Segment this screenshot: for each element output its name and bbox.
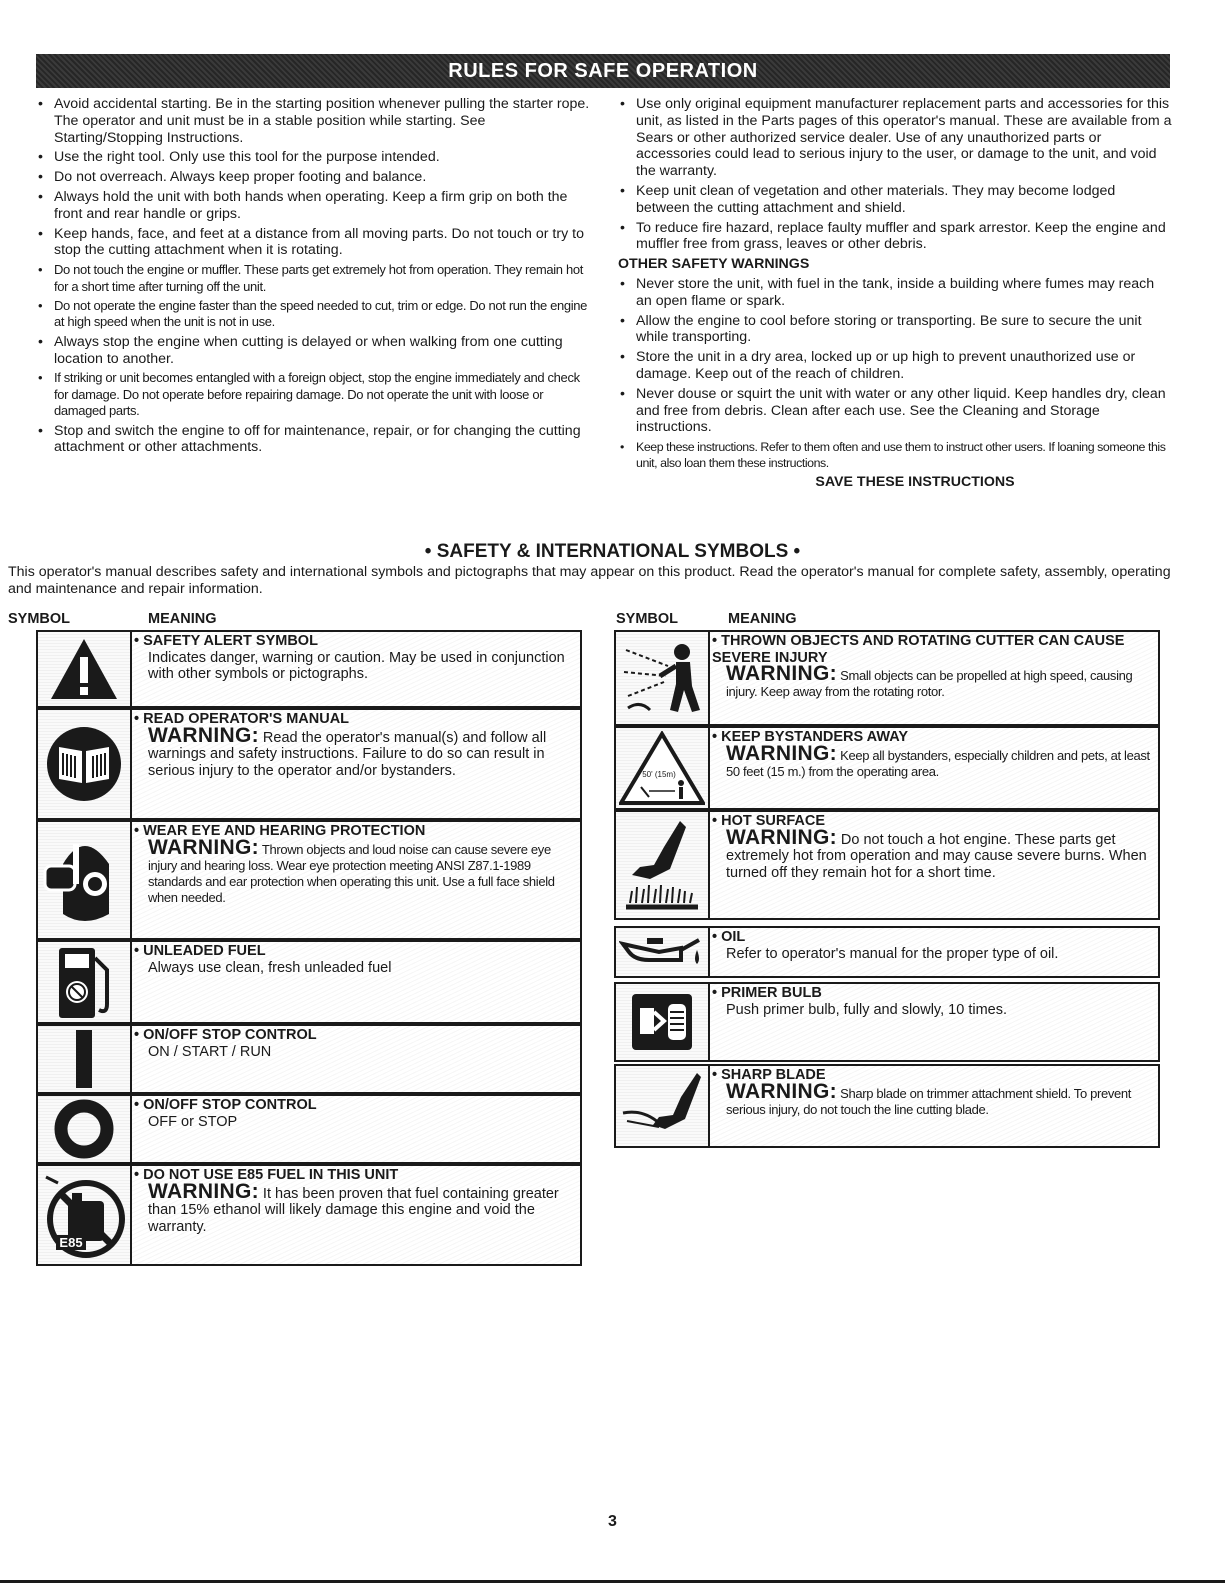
rule-item: • To reduce fire hazard, replace faulty muffler and spark arrestor. Keep the engine and muffler free from grass, leaves or other debris. bbox=[618, 220, 1172, 254]
eye-hearing-protection-icon bbox=[38, 822, 132, 938]
safety-alert-icon bbox=[38, 632, 132, 706]
symbol-row bbox=[614, 726, 1160, 810]
symbol-title: • UNLEADED FUEL bbox=[134, 943, 572, 960]
warning-label: WARNING: bbox=[148, 835, 259, 859]
symbols-intro: This operator's manual describes safety and international symbols and pictographs that may appear on this product. Read the operator's manual for complete safety, assembly, operating and maintenance and repair information. bbox=[8, 564, 1171, 597]
warning-label: WARNING: bbox=[726, 1079, 837, 1103]
symbol-row bbox=[614, 926, 1160, 978]
symbol-title: • WEAR EYE AND HEARING PROTECTION bbox=[134, 823, 572, 840]
manual-book-icon bbox=[38, 710, 132, 818]
symbol-meaning: Sharp blade on trimmer attachment shield. To prevent serious injury, do not touch the line cutting blade. bbox=[726, 1085, 1131, 1117]
fuel-pump-icon bbox=[38, 942, 132, 1022]
symbol-row bbox=[614, 1064, 1160, 1148]
symbol-row bbox=[36, 1094, 582, 1164]
rule-item: • Do not touch the engine or muffler. These parts get extremely hot from operation. They remain hot for a short time after turning off the unit. bbox=[36, 262, 596, 295]
symbol-title: • SAFETY ALERT SYMBOL bbox=[134, 633, 572, 650]
symbol-meaning: Push primer bulb, fully and slowly, 10 times. bbox=[726, 1001, 1007, 1018]
symbol-title: • THROWN OBJECTS AND ROTATING CUTTER CAN CAUSE SEVERE INJURY bbox=[712, 633, 1150, 666]
symbol-meaning: Keep all bystanders, especially children and pets, at least 50 feet (15 m.) from the operating area. bbox=[726, 747, 1150, 779]
col-symbol-right: SYMBOL bbox=[616, 611, 679, 627]
symbol-meaning: Refer to operator's manual for the proper type of oil. bbox=[726, 945, 1059, 962]
bottom-rule bbox=[0, 1580, 1225, 1583]
power-off-icon bbox=[38, 1096, 132, 1162]
symbol-title: • HOT SURFACE bbox=[712, 813, 1150, 830]
rules-left-column bbox=[36, 96, 596, 459]
symbol-meaning: ON / START / RUN bbox=[148, 1043, 272, 1060]
warning-item: • Never douse or squirt the unit with water or any other liquid. Keep handles dry, clean and free from debris. Clean after each use. See the Cleaning and Storage instructions. bbox=[618, 386, 1172, 436]
hot-surface-icon bbox=[616, 812, 710, 918]
rule-item: • Do not operate the engine faster than the speed needed to cut, trim or edge. Do not run the engine at high speed when the unit is not in use. bbox=[36, 298, 596, 331]
rules-banner: RULES FOR SAFE OPERATION bbox=[36, 54, 1170, 88]
symbol-meaning: Indicates danger, warning or caution. May be used in conjunction with other symbols or pictographs. bbox=[148, 649, 565, 683]
rule-item: • Do not overreach. Always keep proper footing and balance. bbox=[36, 169, 596, 186]
svg-text:E85: E85 bbox=[59, 1235, 83, 1250]
save-instructions: SAVE THESE INSTRUCTIONS bbox=[815, 474, 1015, 491]
symbols-title: • SAFETY & INTERNATIONAL SYMBOLS • bbox=[424, 541, 801, 562]
symbol-title: • OIL bbox=[712, 929, 1150, 946]
distance-label: 50' (15m) bbox=[642, 770, 676, 779]
warning-label: WARNING: bbox=[726, 662, 837, 685]
symbol-title: • READ OPERATOR'S MANUAL bbox=[134, 711, 572, 728]
warning-item: • Store the unit in a dry area, locked up or up high to prevent unauthorized use or damage. Keep out of the reach of children. bbox=[618, 349, 1172, 383]
power-on-icon bbox=[38, 1026, 132, 1092]
warning-label: WARNING: bbox=[726, 741, 837, 765]
rule-item: • Use only original equipment manufacturer replacement parts and accessories for this unit, as listed in the Parts pages of this operator's manual. These are available from a Sears or other authorized service dealer. Use of any unauthorized parts or accessories could lead to serious injury to the user, or damage to the unit, and void the warranty. bbox=[618, 96, 1172, 180]
rules-right-column bbox=[618, 96, 1172, 491]
rule-item: • Use the right tool. Only use this tool for the purpose intended. bbox=[36, 149, 596, 166]
thrown-objects-icon bbox=[616, 632, 710, 724]
oil-can-icon bbox=[616, 928, 710, 976]
symbol-meaning: Small objects can be propelled at high speed, causing injury. Keep away from the rotating rotor. bbox=[726, 668, 1133, 699]
symbol-meaning: Read the operator's manual(s) and follow all warnings and safety instructions. Failure to do so can result in serious injury to the operator and/or bystanders. bbox=[148, 729, 547, 779]
symbol-title: • DO NOT USE E85 FUEL IN THIS UNIT bbox=[134, 1167, 572, 1184]
symbol-row bbox=[614, 630, 1160, 726]
warning-item: • Allow the engine to cool before storing or transporting. Be sure to secure the unit while transporting. bbox=[618, 313, 1172, 347]
rule-item: • Keep unit clean of vegetation and other materials. They may become lodged between the cutting attachment and shield. bbox=[618, 183, 1172, 217]
symbol-meaning: It has been proven that fuel containing greater than 15% ethanol will likely damage this engine and void the warranty. bbox=[148, 1185, 559, 1235]
symbol-row bbox=[36, 1024, 582, 1094]
warning-label: WARNING: bbox=[148, 723, 259, 747]
symbol-row bbox=[614, 982, 1160, 1062]
warning-label: WARNING: bbox=[148, 1179, 259, 1203]
symbol-title: • PRIMER BULB bbox=[712, 985, 1150, 1002]
symbol-title: • SHARP BLADE bbox=[712, 1067, 1150, 1084]
symbol-title: • ON/OFF STOP CONTROL bbox=[134, 1027, 572, 1044]
symbol-row bbox=[36, 820, 582, 940]
symbol-title: • KEEP BYSTANDERS AWAY bbox=[712, 729, 1150, 746]
rule-item: • If striking or unit becomes entangled with a foreign object, stop the engine immediately and check for damage. Do not operate before repairing damage. Do not operate the unit with loose or damaged parts. bbox=[36, 370, 596, 419]
symbol-meaning: OFF or STOP bbox=[148, 1113, 238, 1130]
rule-item: • Avoid accidental starting. Be in the starting position whenever pulling the starter rope. The operator and unit must be in a stable position while starting. See Starting/Stopping Instructions. bbox=[36, 96, 596, 146]
col-meaning-right: MEANING bbox=[728, 611, 797, 627]
other-warnings-heading: OTHER SAFETY WARNINGS bbox=[618, 256, 810, 273]
rule-item: • Stop and switch the engine to off for maintenance, repair, or for changing the cutting attachment or other attachments. bbox=[36, 423, 596, 457]
warning-item: • Never store the unit, with fuel in the tank, inside a building where fumes may reach an open flame or spark. bbox=[618, 276, 1172, 310]
rule-item: • Always hold the unit with both hands when operating. Keep a firm grip on both the front and rear handle or grips. bbox=[36, 189, 596, 223]
col-meaning-left: MEANING bbox=[148, 611, 217, 627]
symbol-row bbox=[36, 940, 582, 1024]
sharp-blade-icon bbox=[616, 1066, 710, 1146]
symbol-title: • ON/OFF STOP CONTROL bbox=[134, 1097, 572, 1114]
col-symbol-left: SYMBOL bbox=[8, 611, 71, 627]
symbol-meaning: Always use clean, fresh unleaded fuel bbox=[148, 959, 392, 976]
symbol-meaning: Do not touch a hot engine. These parts get extremely hot from operation and may cause severe burns. When turned off they remain hot for a short time. bbox=[726, 831, 1147, 881]
keep-bystanders-away-icon bbox=[616, 728, 710, 808]
rule-item: • Always stop the engine when cutting is delayed or when walking from one cutting location to another. bbox=[36, 334, 596, 368]
symbol-row bbox=[36, 1164, 582, 1266]
warning-item: • Keep these instructions. Refer to them often and use them to instruct other users. If loaning someone this unit, also loan them these instructions. bbox=[618, 439, 1172, 471]
page-number: 3 bbox=[608, 1513, 617, 1530]
no-e85-icon bbox=[38, 1166, 132, 1264]
symbol-row bbox=[614, 810, 1160, 920]
rule-item: • Keep hands, face, and feet at a distance from all moving parts. Do not touch or try to stop the cutting attachment when it is rotating. bbox=[36, 226, 596, 260]
primer-bulb-icon bbox=[616, 984, 710, 1060]
symbol-row bbox=[36, 708, 582, 820]
warning-label: WARNING: bbox=[726, 825, 837, 849]
symbol-meaning: Thrown objects and loud noise can cause severe eye injury and hearing loss. Wear eye protection meeting ANSI Z87.1-1989 standards and ear protection when operating this unit. Use a full face shield when needed. bbox=[148, 841, 555, 905]
symbol-row bbox=[36, 630, 582, 708]
